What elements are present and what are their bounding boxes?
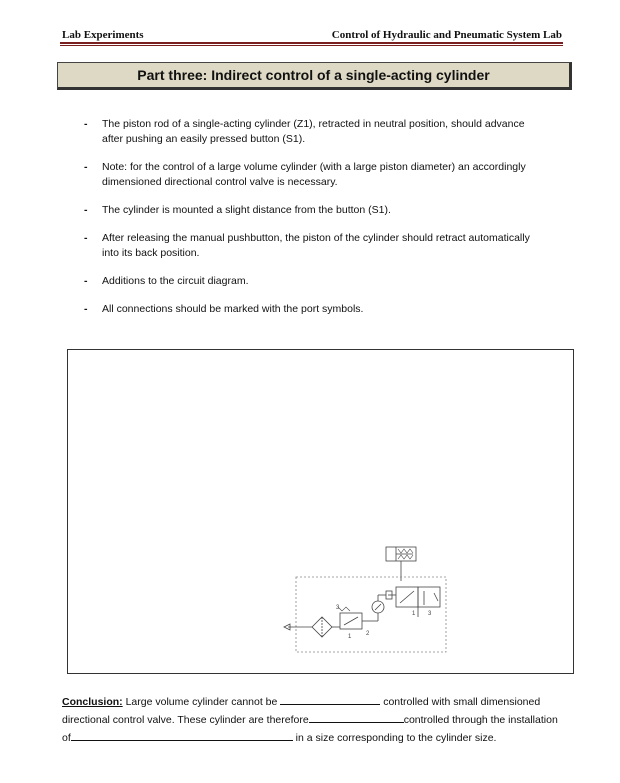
answer-blank[interactable] [71,730,293,741]
list-item: - All connections should be marked with the port symbols. [84,302,544,317]
list-item: - Note: for the control of a large volume cylinder (with a large piston diameter) an accordingly dimensioned directional control valve is necessary. [84,160,544,190]
list-item: - The cylinder is mounted a slight distance from the button (S1). [84,203,544,218]
header-left: Lab Experiments [62,29,144,41]
port-label: 3 [336,605,340,611]
section-title: Part three: Indirect control of a single-acting cylinder [57,62,572,90]
list-item: - The piston rod of a single-acting cylinder (Z1), retracted in neutral position, should advance after pushing an easily pressed button (S1). [84,117,544,147]
port-label: 2 [366,631,370,637]
instruction-list [84,117,544,330]
conclusion-text: in a size corresponding to the cylinder size. [292,732,497,744]
header-rule-thin [60,45,563,46]
circuit-schematic [278,535,448,655]
cylinder-symbol [386,547,416,581]
list-item: - After releasing the manual pushbutton, the piston of the cylinder should retract automatically into its back position. [84,231,544,261]
header-rule [60,42,563,44]
port-label: 3 [428,611,432,617]
answer-blank[interactable] [309,712,404,723]
conclusion-paragraph [62,693,562,747]
port-label: 1 [348,634,352,640]
port-label: 1 [412,611,416,617]
conclusion-text: Large volume cylinder cannot be [122,696,281,708]
list-item: - Additions to the circuit diagram. [84,274,544,289]
header-right: Control of Hydraulic and Pneumatic System Lab [331,29,562,41]
conclusion-text: controlled with small dimensioned directional control valve. These cylinder are therefore [62,696,541,726]
answer-blank[interactable] [280,694,380,705]
valve-symbol [386,587,440,607]
conclusion-label: Conclusion: [62,696,123,708]
conclusion-text: controlled through the installation of [62,714,558,744]
